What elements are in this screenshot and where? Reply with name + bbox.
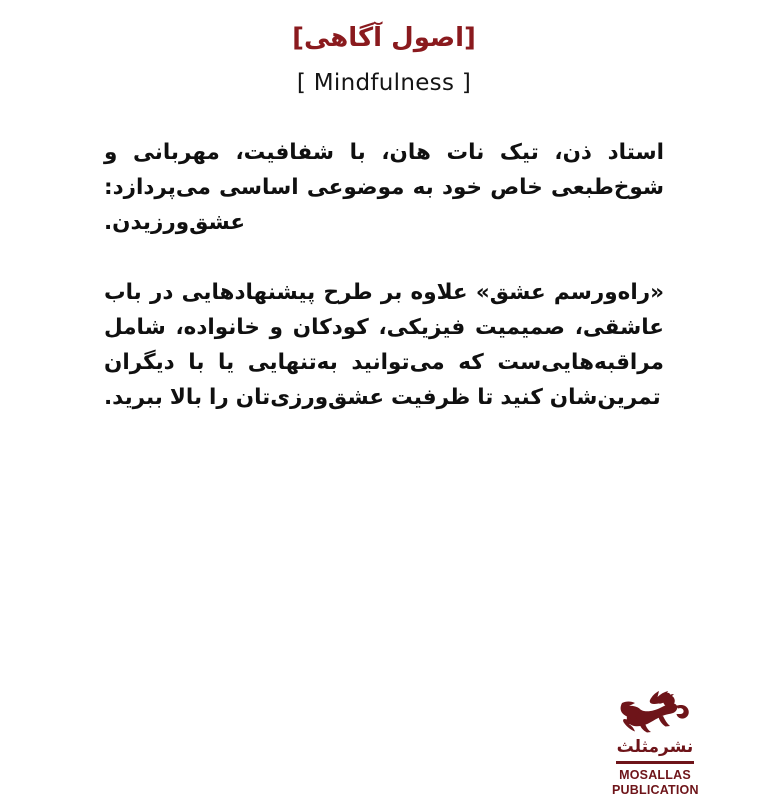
page-title-english: [ Mindfulness ] — [296, 69, 472, 96]
logo-divider-rule — [616, 761, 694, 764]
publisher-name-english-line1: MOSALLAS — [619, 768, 691, 782]
blurb-text-block — [104, 136, 664, 416]
publisher-name-persian: نشرمثلث — [616, 737, 694, 757]
publisher-name-english-line2: PUBLICATION — [612, 782, 699, 797]
leaping-mythical-creature-icon — [615, 686, 695, 736]
blurb-paragraph-2: «راه‌ورسم عشق» علاوه بر طرح پیشنهادهایی در باب عاشقی، صمیمیت فیزیکی، کودکان و خانواده، شامل مراقبه‌هایی‌ست که می‌توانید به‌تنهایی یا با دیگران تمرین‌شان کنید تا ظرفیت عشق‌ورزی‌تان را بالا ببرید. — [104, 280, 664, 410]
blurb-paragraph-1: استاد ذن، تیک نات هان، با شفافیت، مهربانی و شوخ‌طبعی خاص خود به موضوعی اساسی می‌پردازد: عشق‌ورزیدن. — [104, 140, 664, 235]
cover-header — [0, 22, 768, 98]
publisher-logo — [612, 686, 698, 798]
page-title-persian: [اصول آگاهی] — [292, 23, 476, 53]
